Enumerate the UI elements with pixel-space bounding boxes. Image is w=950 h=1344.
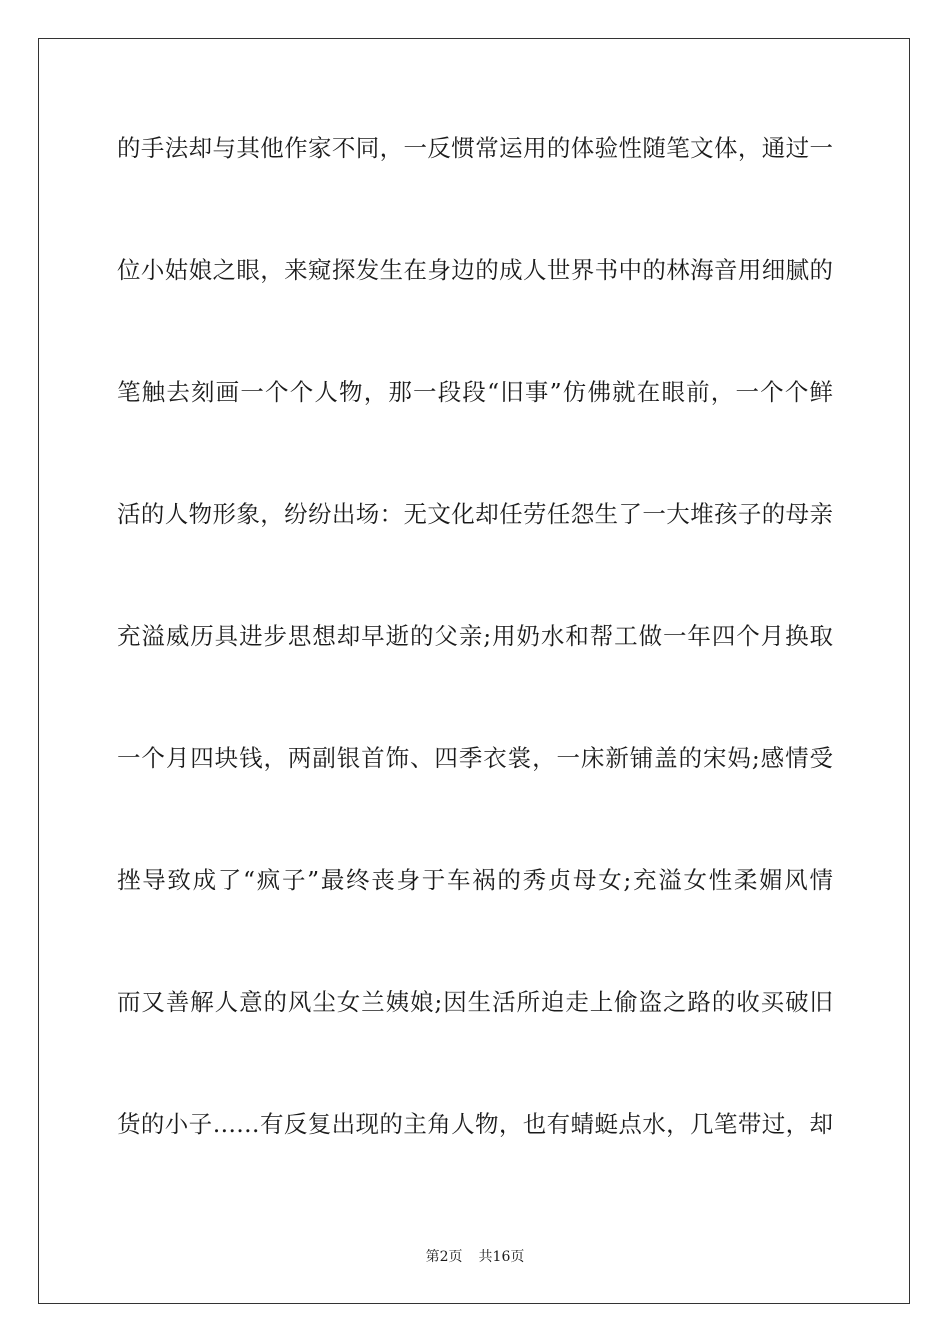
page-total: 共16页	[478, 1249, 525, 1265]
text-line: 笔触去刻画一个个人物，那一段段“旧事”仿佛就在眼前，一个个鲜	[117, 378, 833, 406]
text-line: 位小姑娘之眼，来窥探发生在身边的成人世界书中的林海音用细腻的	[117, 256, 833, 284]
text-line: 一个月四块钱，两副银首饰、四季衣裳，一床新铺盖的宋妈;感情受	[117, 744, 833, 772]
text-line: 活的人物形象，纷纷出场：无文化却任劳任怨生了一大堆孩子的母亲	[117, 500, 833, 528]
text-line: 充溢威历具进步思想却早逝的父亲;用奶水和帮工做一年四个月换取	[117, 622, 833, 650]
text-line: 挫导致成了“疯子”最终丧身于车祸的秀贞母女;充溢女性柔媚风情	[117, 866, 833, 894]
text-line: 的手法却与其他作家不同，一反惯常运用的体验性随笔文体，通过一	[117, 134, 833, 162]
page-footer	[0, 1247, 950, 1267]
page-number: 第2页	[425, 1249, 463, 1265]
text-line: 而又善解人意的风尘女兰姨娘;因生活所迫走上偷盗之路的收买破旧	[117, 988, 833, 1016]
text-line: 货的小子……有反复出现的主角人物，也有蜻蜓点水，几笔带过，却	[117, 1110, 833, 1138]
body-text	[117, 125, 833, 1223]
